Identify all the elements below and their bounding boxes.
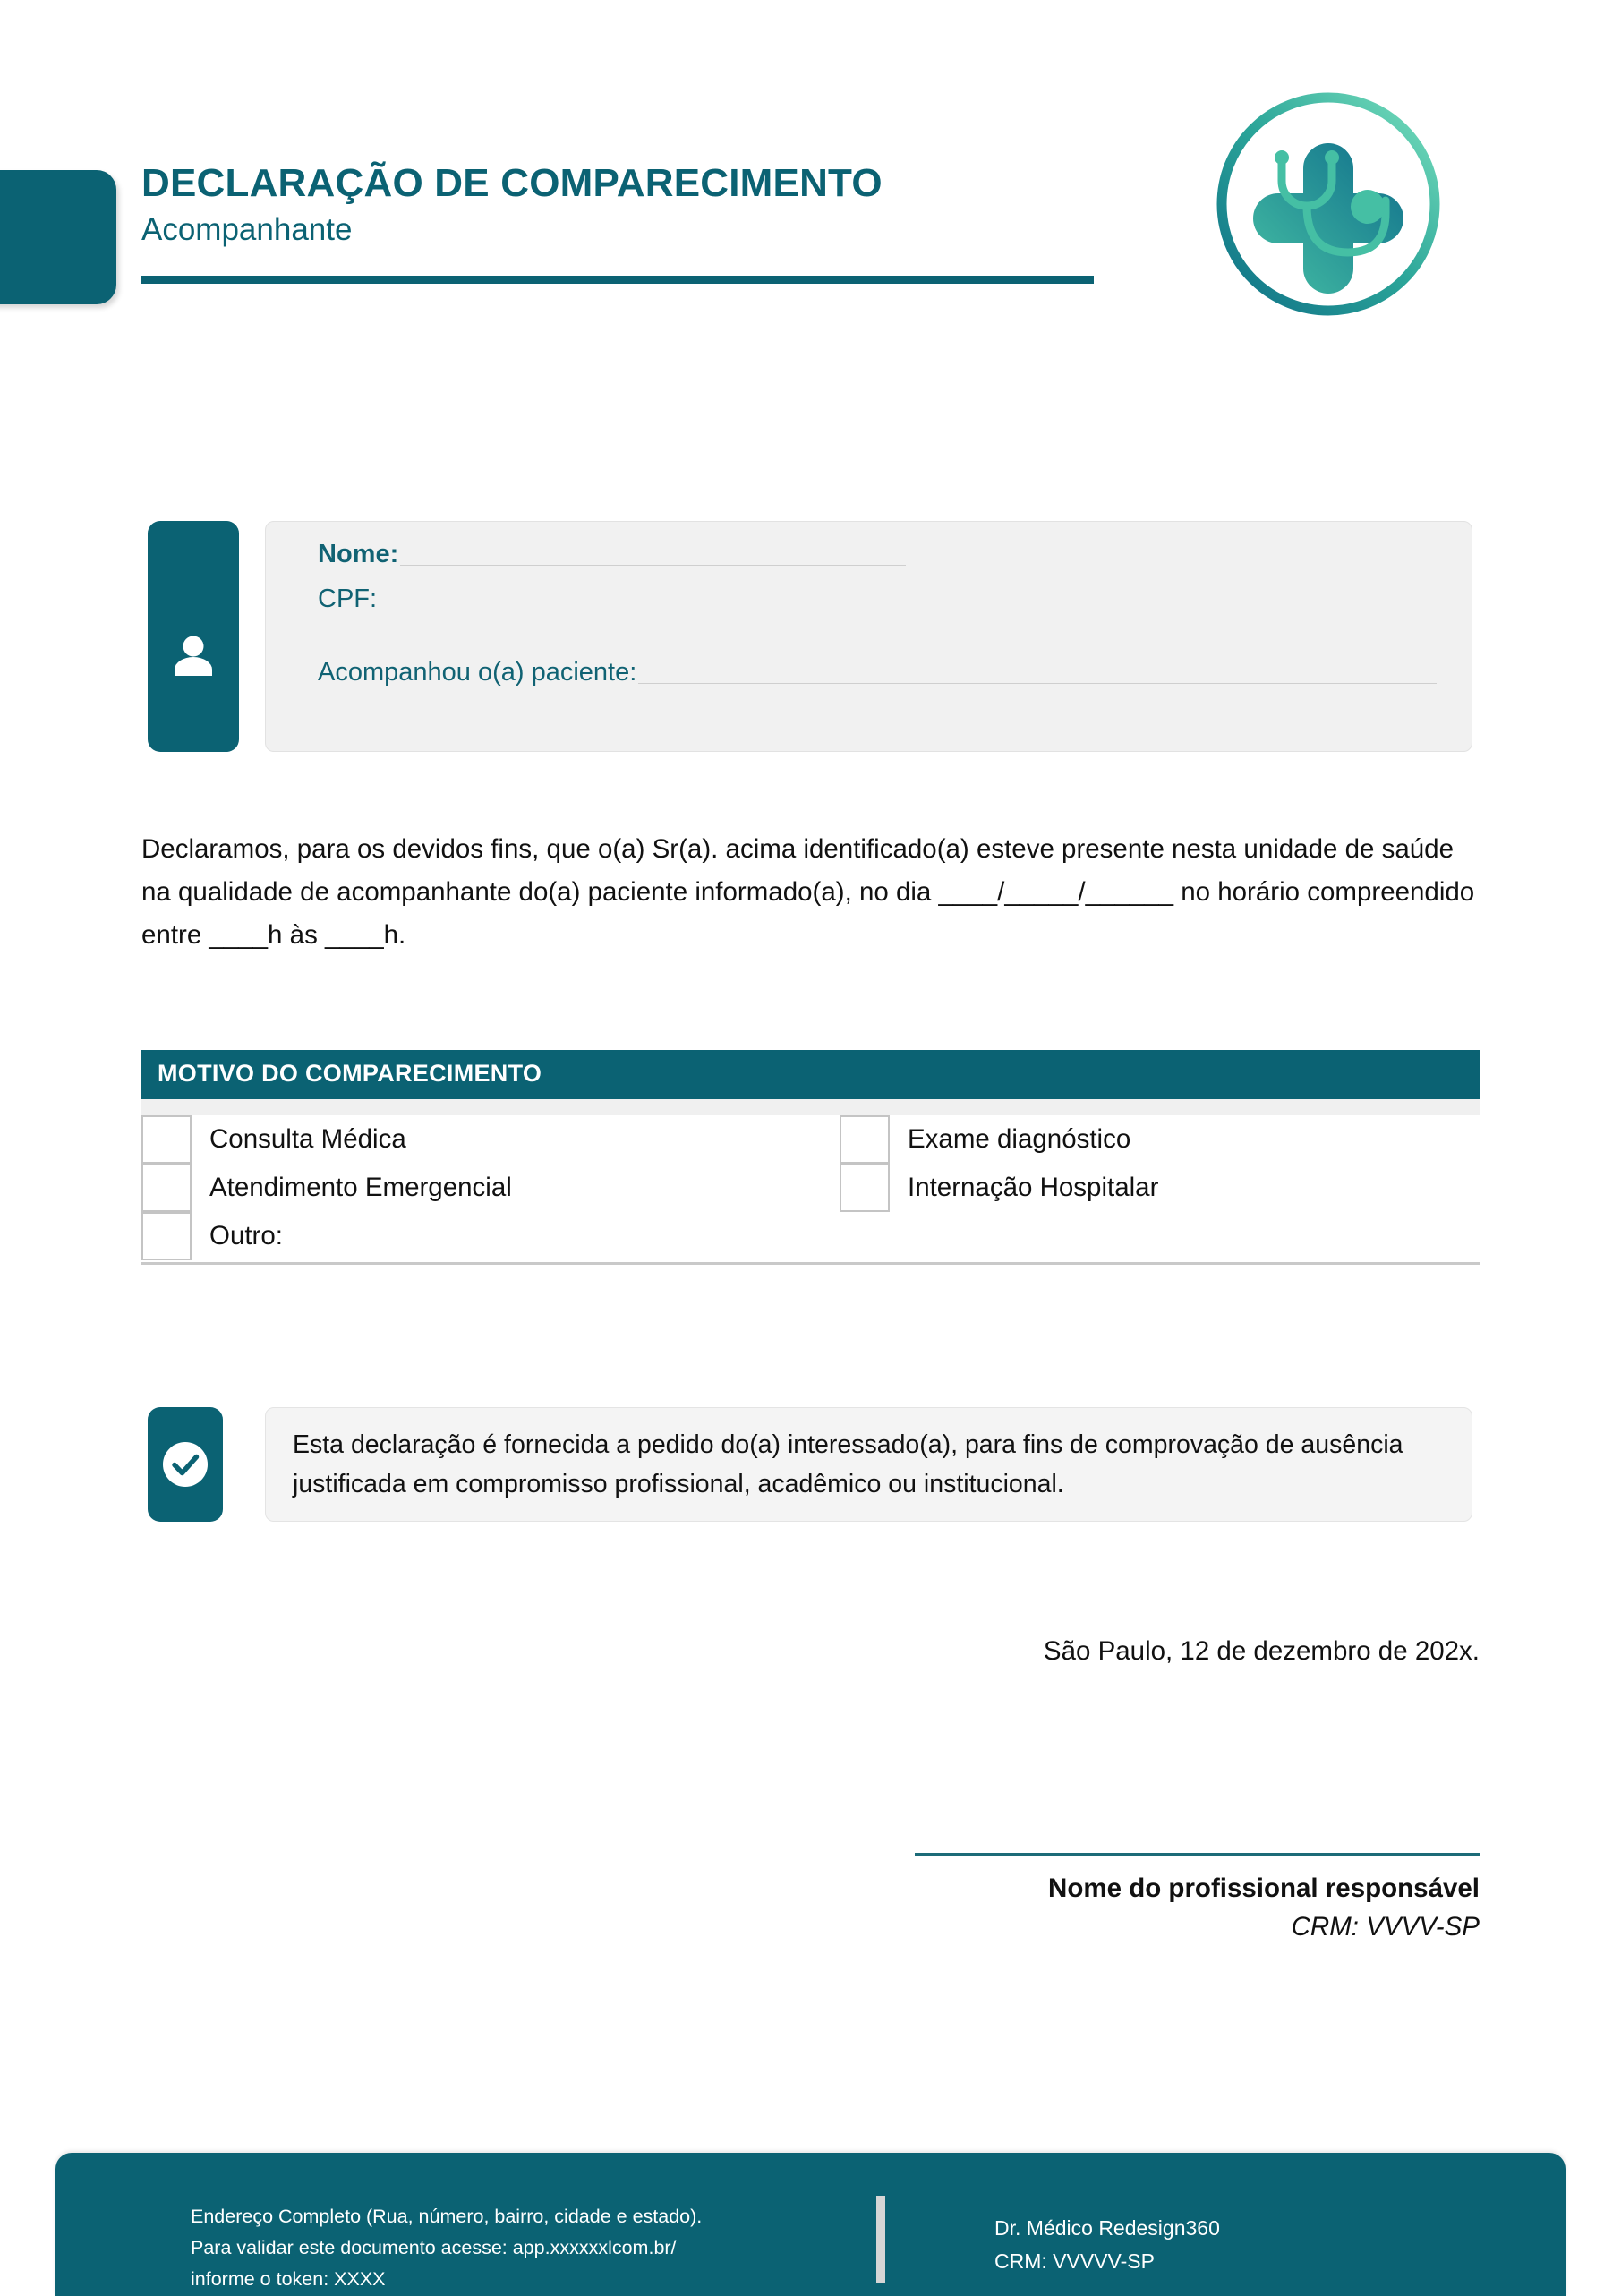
checkbox-outro[interactable] — [141, 1212, 192, 1260]
footer-doctor-block — [994, 2212, 1220, 2278]
check-circle-icon — [158, 1437, 213, 1492]
checkbox-label-atendimento-emergencial[interactable]: Atendimento Emergencial — [209, 1173, 512, 1202]
page-subtitle: Acompanhante — [141, 212, 353, 248]
signature-crm: CRM: VVVV-SP — [1291, 1912, 1480, 1942]
header-accent-tab — [0, 170, 116, 304]
footer-address-block — [191, 2201, 702, 2294]
field-nome-input-line[interactable] — [400, 565, 906, 566]
patient-info-card — [148, 521, 1472, 752]
signature-line — [915, 1853, 1480, 1856]
note-text: Esta declaração é fornecida a pedido do(a) interessado(a), para fins de comprovação de ausência justificada em compromisso profissional, acadêmico ou institucional. — [293, 1430, 1403, 1498]
info-card-accent-tab — [148, 521, 239, 752]
signature-professional-name: Nome do profissional responsável — [1048, 1874, 1480, 1903]
field-cpf[interactable] — [318, 586, 1341, 614]
checkbox-label-internacao-hospitalar[interactable]: Internação Hospitalar — [908, 1173, 1159, 1202]
declaration-paragraph: Declaramos, para os devidos fins, que o(a) Sr(a). acima identificado(a) esteve presente nesta unidade de saúde na qualidade de acompanhante do(a) paciente informado(a), no dia ____/_____/______ no horário compreendido entre ____h às ____h. — [141, 834, 1475, 950]
medical-cross-stethoscope-logo-icon — [1207, 82, 1450, 326]
note-card-body — [265, 1407, 1472, 1522]
document-footer — [55, 2153, 1566, 2296]
field-nome[interactable] — [318, 542, 906, 569]
disclaimer-note-card — [148, 1407, 1472, 1522]
field-acompanhou-paciente[interactable] — [318, 660, 1437, 687]
field-acompanhou-paciente-input-line[interactable] — [638, 683, 1437, 684]
checkbox-internacao-hospitalar[interactable] — [840, 1164, 890, 1212]
document-header — [0, 0, 1621, 358]
checkbox-consulta-medica[interactable] — [141, 1115, 192, 1164]
field-nome-label: Nome: — [318, 540, 399, 568]
note-card-accent-tab — [148, 1407, 223, 1522]
person-icon — [169, 631, 218, 679]
footer-address-line: Endereço Completo (Rua, número, bairro, cidade e estado). — [191, 2206, 703, 2227]
motivo-section-heading: MOTIVO DO COMPARECIMENTO — [141, 1050, 1480, 1099]
motivo-section — [141, 1050, 1480, 1265]
info-card-body — [265, 521, 1472, 752]
checkbox-label-exame-diagnostico[interactable]: Exame diagnóstico — [908, 1124, 1131, 1154]
footer-doctor-name: Dr. Médico Redesign360 — [994, 2216, 1220, 2240]
motivo-options-area — [141, 1115, 1480, 1265]
motivo-section-strip — [141, 1099, 1480, 1115]
header-underline-rule — [141, 276, 1094, 284]
checkbox-exame-diagnostico[interactable] — [840, 1115, 890, 1164]
header-text-block — [141, 161, 1090, 249]
footer-divider — [876, 2196, 885, 2283]
field-acompanhou-paciente-label: Acompanhou o(a) paciente: — [318, 658, 637, 687]
footer-validate-line: Para validar este documento acesse: app.xxxxxxlcom.br/ — [191, 2236, 677, 2258]
footer-token-line: informe o token: XXXX — [191, 2267, 386, 2290]
checkbox-label-consulta-medica[interactable]: Consulta Médica — [209, 1124, 406, 1154]
city-and-date: São Paulo, 12 de dezembro de 202x. — [1043, 1636, 1480, 1666]
checkbox-atendimento-emergencial[interactable] — [141, 1164, 192, 1212]
page-title: DECLARAÇÃO DE COMPARECIMENTO — [141, 161, 883, 205]
footer-doctor-crm: CRM: VVVVV-SP — [994, 2249, 1155, 2273]
checkbox-label-outro[interactable]: Outro: — [209, 1221, 283, 1250]
field-cpf-label: CPF: — [318, 585, 378, 613]
